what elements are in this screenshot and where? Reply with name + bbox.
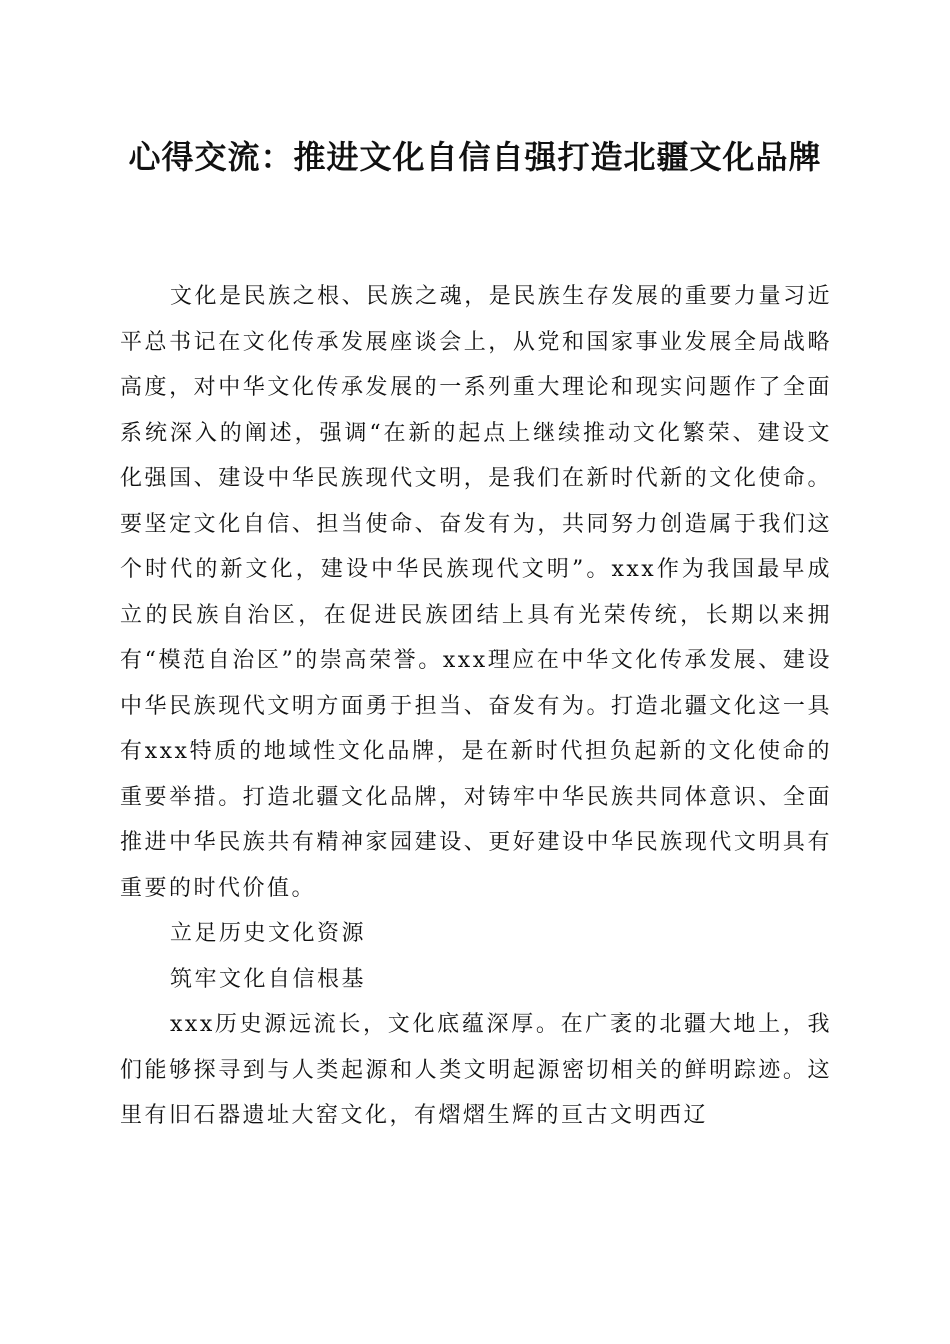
document-title: 心得交流：推进文化自信自强打造北疆文化品牌 — [128, 138, 822, 176]
document-body — [120, 274, 832, 1139]
paragraph: xxx历史源远流长，文化底蕴深厚。在广袤的北疆大地上，我们能够探寻到与人类起源和人类文明起源密切相关的鲜明踪迹。这里有旧石器遗址大窑文化，有熠熠生辉的亘古文明西辽 — [120, 1012, 832, 1128]
section-heading: 立足历史文化资源 — [170, 921, 367, 946]
paragraph: 文化是民族之根、民族之魂，是民族生存发展的重要力量习近平总书记在文化传承发展座谈会上，从党和国家事业发展全局战略高度，对中华文化传承发展的一系列重大理论和现实问题作了全面系统深入的阐述，强调“在新的起点上继续推动文化繁荣、建设文化强国、建设中华民族现代文明，是我们在新时代新的文化使命。要坚定文化自信、担当使命、奋发有为，共同努力创造属于我们这个时代的新文化，建设中华民族现代文明”。xxx作为我国最早成立的民族自治区，在促进民族团结上具有光荣传统，长期以来拥有“模范自治区”的崇高荣誉。xxx理应在中华文化传承发展、建设中华民族现代文明方面勇于担当、奋发有为。打造北疆文化这一具有xxx特质的地域性文化品牌，是在新时代担负起新的文化使命的重要举措。打造北疆文化品牌，对铸牢中华民族共同体意识、全面推进中华民族共有精神家园建设、更好建设中华民族现代文明具有重要的时代价值。 — [120, 284, 832, 901]
section-heading: 筑牢文化自信根基 — [170, 966, 367, 992]
